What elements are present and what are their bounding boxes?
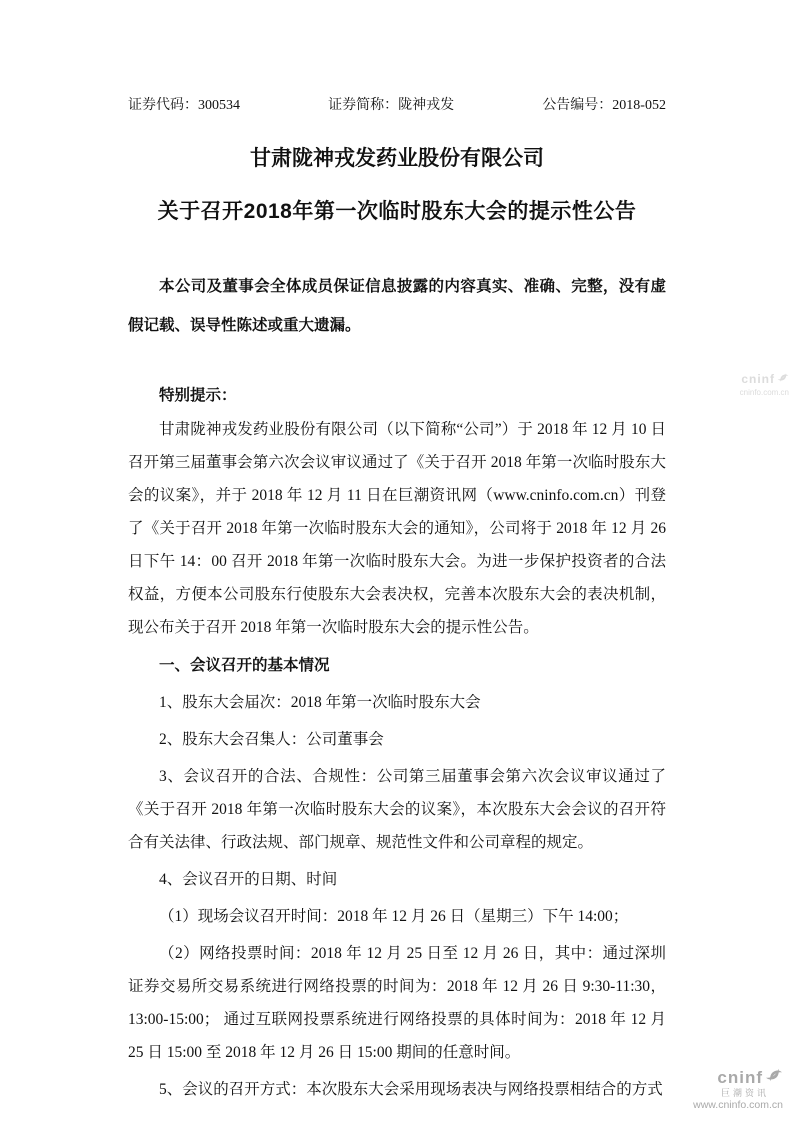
list-item-convener: 2、股东大会召集人：公司董事会 xyxy=(159,731,384,748)
intro-paragraph: 甘肃陇神戎发药业股份有限公司（以下简称“公司”）于 2018 年 12 月 10 日召开第三届董事会第六次会议审议通过了《关于召开 2018 年第一次临时股东大会的议案》，并于 2018 年 12 月 11 日在巨潮资讯网（www.cninfo.com.cn）刊登了《关于召开 2018 年第一次临时股东大会的通知》，公司将于 2018 年 12 月 26 日下午 14：00 召开 2018 年第一次临时股东大会。为进一步保护投资者的合法权益，方便本公司股东行使股东大会表决权，完善本次股东大会的表决机制，现公布关于召开 2018 年第一次临时股东大会的提示性公告。 xyxy=(128,421,666,636)
cninfo-logo-chinese-name: 巨潮资讯 xyxy=(720,1088,769,1098)
cninfo-watermark xyxy=(740,370,789,398)
list-item-online-voting-time: （2）网络投票时间：2018 年 12 月 25 日至 12 月 26 日，其中：通过深圳证券交易所交易系统进行网络投票的时间为：2018 年 12 月 26 日 9:30-11:30，13:00-15:00； 通过互联网投票系统进行网络投票的具体时间为：2018 年 12 月 25 日 15:00 至 2018 年 12 月 26 日 15:00 期间的任意时间。 xyxy=(128,945,666,1061)
cninfo-watermark-url: cninfo.com.cn xyxy=(739,388,789,397)
list-item-legality: 3、会议召开的合法、合规性：公司第三届董事会第六次会议审议通过了《关于召开 2018 年第一次临时股东大会的议案》，本次股东大会会议的召开符合有关法律、行政法规、部门规章、规范性文件和公司章程的规定。 xyxy=(128,768,666,851)
company-name-title: 甘肃陇神戎发药业股份有限公司 xyxy=(250,147,544,170)
list-item-date-time: 4、会议召开的日期、时间 xyxy=(159,871,338,888)
list-item-onsite-time: （1）现场会议召开时间：2018 年 12 月 26 日（星期三）下午 14:00； xyxy=(159,908,629,925)
special-notice-label: 特别提示： xyxy=(159,387,237,404)
announcement-title: 关于召开2018年第一次临时股东大会的提示性公告 xyxy=(157,200,637,223)
stock-short-name: 证券简称：陇神戎发 xyxy=(328,98,455,113)
section1-heading: 一、会议召开的基本情况 xyxy=(159,657,330,674)
securities-header-row xyxy=(128,96,666,116)
announcement-number: 公告编号：2018-052 xyxy=(542,98,666,113)
stock-code: 证券代码：300534 xyxy=(128,98,240,113)
list-item-meeting-method: 5、会议的召开方式：本次股东大会采用现场表决与网络投票相结合的方式 xyxy=(159,1081,663,1098)
cninfo-watermark-wordmark: cninf xyxy=(741,372,775,386)
list-item-meeting-session: 1、股东大会届次：2018 年第一次临时股东大会 xyxy=(159,694,481,711)
cninfo-logo-swirl-icon xyxy=(765,1067,783,1088)
cninfo-swirl-icon xyxy=(777,370,789,388)
cninfo-logo-url: www.cninfo.com.cn xyxy=(693,1099,783,1111)
document-body xyxy=(128,0,666,1106)
cninfo-footer-logo xyxy=(693,1067,783,1112)
board-disclaimer: 本公司及董事会全体成员保证信息披露的内容真实、准确、完整，没有虚假记载、误导性陈述或重大遗漏。 xyxy=(128,278,666,334)
cninfo-logo-wordmark: cninf xyxy=(717,1068,763,1087)
